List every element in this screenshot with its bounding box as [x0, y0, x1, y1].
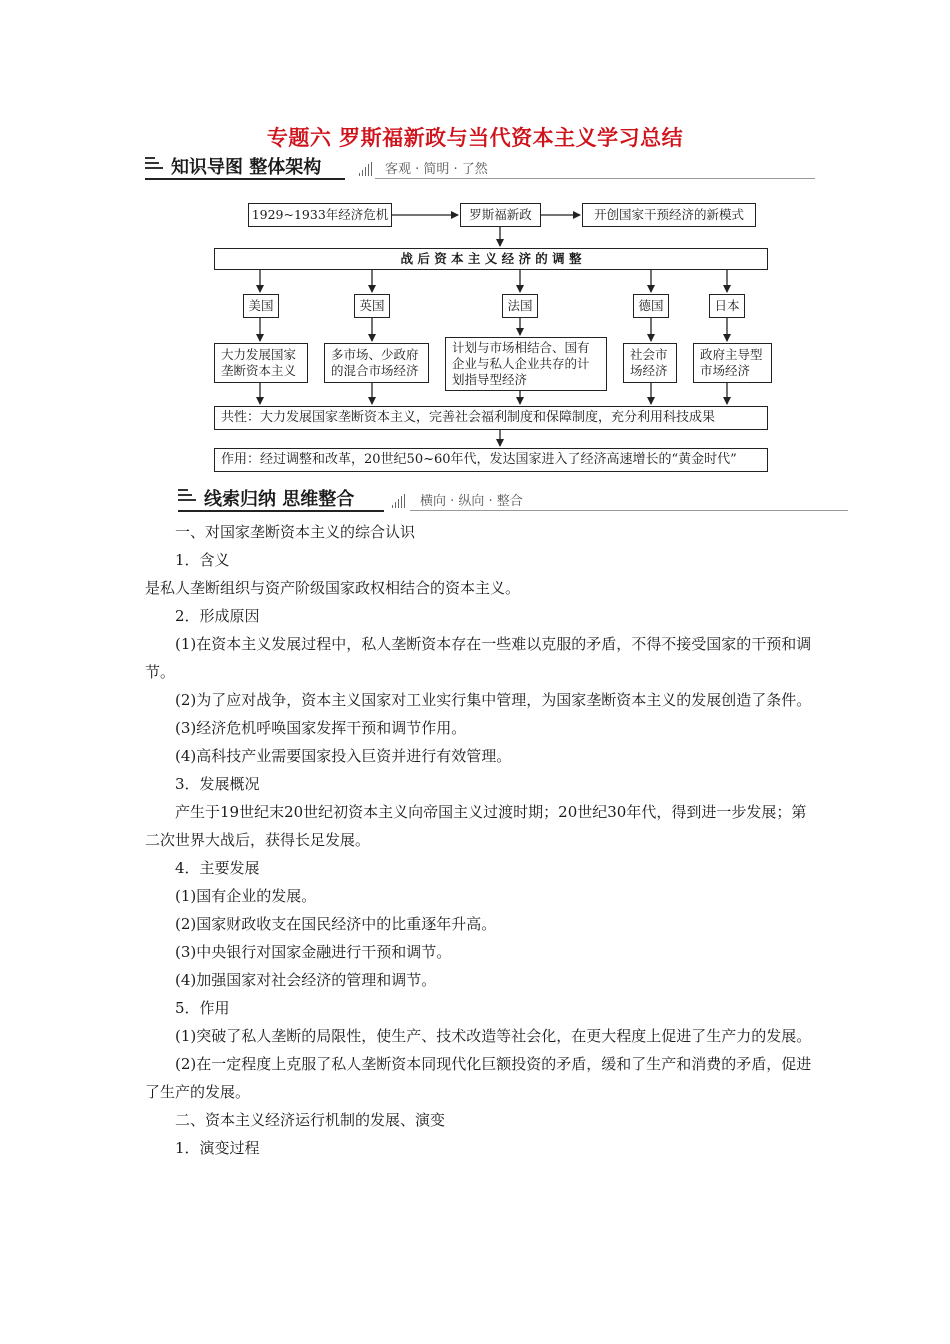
- subheading: 1．含义: [175, 551, 230, 569]
- section-rule: [410, 510, 848, 511]
- paragraph: (3)中央银行对国家金融进行干预和调节。: [175, 943, 452, 961]
- paragraph: (3)经济危机呼唤国家发挥干预和调节作用。: [175, 719, 467, 737]
- paragraph: (2)国家财政收支在国民经济中的比重逐年升高。: [175, 915, 497, 933]
- body-content: [145, 518, 817, 1162]
- box-roosevelt-new-deal: 罗斯福新政: [460, 203, 541, 227]
- box-country-germany: 德国: [633, 294, 669, 318]
- box-economic-crisis: 1929~1933年经济危机: [248, 203, 392, 227]
- box-postwar-adjustment: 战 后 资 本 主 义 经 济 的 调 整: [214, 248, 768, 270]
- subheading: 3．发展概况: [175, 775, 260, 793]
- box-new-intervention-model: 开创国家干预经济的新模式: [582, 203, 756, 227]
- box-model-germany: 社会市 场经济: [623, 343, 677, 383]
- section-header-clue-summary: [178, 485, 848, 513]
- section-underline: [145, 178, 345, 180]
- paragraph: (1)国有企业的发展。: [175, 887, 317, 905]
- section-stripes-icon: [392, 494, 406, 508]
- paragraph: (2)为了应对战争，资本主义国家对工业实行集中管理，为国家垄断资本主义的发展创造了条件。: [175, 691, 812, 709]
- section-bars-icon: [145, 157, 163, 173]
- paragraph: (1)在资本主义发展过程中，私人垄断资本存在一些难以克服的矛盾，不得不接受国家的干预和调节。: [145, 635, 812, 681]
- paragraph: 产生于19世纪末20世纪初资本主义向帝国主义过渡时期；20世纪30年代，得到进一步发展；第二次世界大战后，获得长足发展。: [145, 803, 807, 849]
- page-title: 专题六 罗斯福新政与当代资本主义学习总结: [266, 126, 684, 150]
- section-header-knowledge-map: [145, 153, 815, 181]
- subheading: 1．演变过程: [175, 1139, 260, 1157]
- section-heading: 知识导图 整体架构: [171, 157, 322, 178]
- box-model-japan: 政府主导型 市场经济: [693, 343, 772, 383]
- heading-one: 一、对国家垄断资本主义的综合认识: [175, 523, 416, 541]
- box-common-features: 共性：大力发展国家垄断资本主义，完善社会福利制度和保障制度，充分利用科技成果: [214, 406, 768, 430]
- section-heading: 线索归纳 思维整合: [204, 489, 355, 510]
- box-country-japan: 日本: [709, 294, 745, 318]
- box-model-france: 计划与市场相结合、国有 企业与私人企业共存的计 划指导型经济: [445, 337, 607, 391]
- section-rule: [375, 178, 815, 179]
- paragraph: (4)高科技产业需要国家投入巨资并进行有效管理。: [175, 747, 512, 765]
- box-country-france: 法国: [502, 294, 538, 318]
- box-country-usa: 美国: [243, 294, 279, 318]
- box-country-uk: 英国: [354, 294, 390, 318]
- paragraph: 是私人垄断组织与资产阶级国家政权相结合的资本主义。: [145, 579, 521, 597]
- section-stripes-icon: [359, 162, 373, 176]
- subheading: 2．形成原因: [175, 607, 260, 625]
- box-model-uk: 多市场、少政府 的混合市场经济: [324, 343, 429, 383]
- section-subheading: 客观 · 简明 · 了然: [385, 162, 488, 177]
- paragraph: (4)加强国家对社会经济的管理和调节。: [175, 971, 437, 989]
- box-model-usa: 大力发展国家 垄断资本主义: [214, 343, 308, 383]
- paragraph: (2)在一定程度上克服了私人垄断资本同现代化巨额投资的矛盾，缓和了生产和消费的矛盾，促进了生产的发展。: [145, 1055, 812, 1101]
- box-effect: 作用：经过调整和改革，20世纪50~60年代，发达国家进入了经济高速增长的“黄金时代”: [214, 448, 768, 472]
- section-subheading: 横向 · 纵向 · 整合: [420, 494, 523, 509]
- section-bars-icon: [178, 489, 196, 505]
- heading-two: 二、资本主义经济运行机制的发展、演变: [175, 1111, 446, 1129]
- section-underline: [178, 510, 384, 512]
- subheading: 5．作用: [175, 999, 230, 1017]
- subheading: 4．主要发展: [175, 859, 260, 877]
- paragraph: (1)突破了私人垄断的局限性，使生产、技术改造等社会化，在更大程度上促进了生产力的发展。: [175, 1027, 812, 1045]
